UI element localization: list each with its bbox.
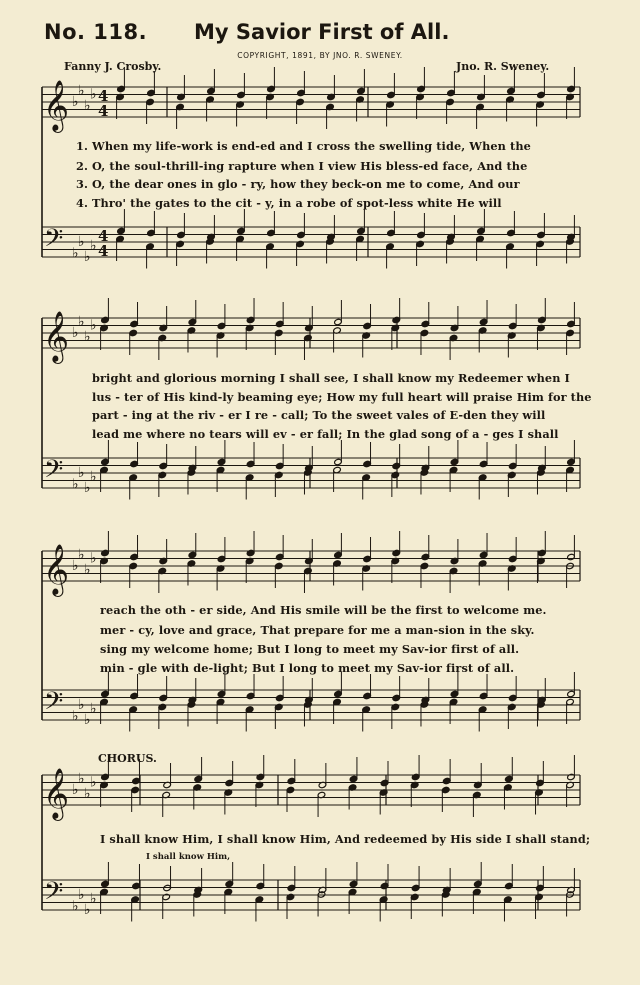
- flat-icon: ♭: [90, 468, 97, 485]
- verse-3-line-3: sing my welcome home; But I long to meet my Sav-ior first of all.: [100, 642, 520, 656]
- copyright-notice: COPYRIGHT, 1891, BY JNO. R. SWENEY.: [237, 51, 403, 60]
- treble-clef-icon: 𝄞: [43, 80, 70, 131]
- flat-icon: ♭: [84, 328, 91, 345]
- hymn-title: My Savior First of All.: [194, 20, 450, 44]
- treble-clef-icon: 𝄞: [43, 768, 70, 819]
- verse-3-line-2: part - ing at the riv - er I re - call; To the sweet vales of E-den they will: [92, 408, 546, 422]
- time-signature: 4: [98, 242, 109, 260]
- verse-4-line-2: lead me where no tears will ev - er fall; In the glad song of a - ges I shall: [92, 427, 559, 441]
- chorus-label: CHORUS.: [98, 752, 157, 765]
- flat-icon: ♭: [84, 561, 91, 578]
- flat-icon: ♭: [84, 480, 91, 496]
- flat-icon: ♭: [72, 782, 79, 798]
- flat-icon: ♭: [78, 82, 85, 99]
- time-signature: 4: [98, 102, 109, 120]
- flat-icon: ♭: [78, 887, 85, 903]
- bass-clef-icon: 𝄢: [44, 224, 64, 259]
- flat-icon: ♭: [72, 476, 79, 493]
- flat-icon: ♭: [78, 234, 85, 250]
- verse-2-line-3: mer - cy, love and grace, That prepare for me a man-sion in the sky.: [100, 623, 535, 637]
- flat-icon: ♭: [84, 249, 91, 265]
- composer-credit: Jno. R. Sweney.: [456, 60, 550, 73]
- flat-icon: ♭: [78, 546, 85, 563]
- flat-icon: ♭: [78, 770, 85, 787]
- verse-4-line-3: min - gle with de-light; But I long to meet my Sav-ior first of all.: [100, 661, 515, 675]
- flat-icon: ♭: [90, 700, 97, 717]
- flat-icon: ♭: [84, 785, 91, 802]
- time-signature: 4: [98, 87, 109, 105]
- verse-2-line-2: lus - ter of His kind-ly beaming eye; How my full heart will praise Him for the: [92, 390, 592, 404]
- verse-1-line-3: reach the oth - er side, And His smile will be the first to welcome me.: [100, 603, 547, 617]
- flat-icon: ♭: [84, 902, 91, 918]
- treble-clef-icon: 𝄞: [43, 544, 70, 595]
- flat-icon: ♭: [90, 774, 97, 791]
- flat-icon: ♭: [78, 465, 85, 481]
- flat-icon: ♭: [72, 94, 79, 110]
- flat-icon: ♭: [72, 558, 79, 574]
- flat-icon: ♭: [90, 237, 97, 254]
- flat-icon: ♭: [90, 317, 97, 334]
- flat-icon: ♭: [72, 325, 79, 341]
- author-credit: Fanny J. Crosby.: [64, 60, 162, 73]
- flat-icon: ♭: [72, 708, 79, 725]
- chorus-echo: I shall know Him,: [146, 852, 231, 862]
- verse-3-line-1: 3. O, the dear ones in glo - ry, how they beck-on me to come, And our: [76, 177, 520, 191]
- bass-clef-icon: 𝄢: [44, 687, 64, 722]
- flat-icon: ♭: [72, 898, 79, 915]
- hymn-number: No. 118.: [44, 20, 148, 44]
- flat-icon: ♭: [90, 86, 97, 103]
- flat-icon: ♭: [84, 97, 91, 114]
- time-signature: 4: [98, 227, 109, 245]
- bass-clef-icon: 𝄢: [44, 877, 64, 912]
- treble-clef-icon: 𝄞: [43, 311, 70, 362]
- flat-icon: ♭: [78, 697, 85, 713]
- flat-icon: ♭: [84, 712, 91, 728]
- verse-4-line-1: 4. Thro' the gates to the cit - y, in a robe of spot-less white He will: [76, 196, 502, 210]
- verse-2-line-1: 2. O, the soul-thrill-ing rapture when I view His bless-ed face, And the: [76, 159, 528, 173]
- flat-icon: ♭: [90, 890, 97, 907]
- verse-1-line-1: 1. When my life-work is end-ed and I cross the swelling tide, When the: [76, 139, 531, 153]
- flat-icon: ♭: [72, 245, 79, 262]
- flat-icon: ♭: [78, 313, 85, 330]
- verse-1-line-2: bright and glorious morning I shall see, I shall know my Redeemer when I: [92, 371, 570, 385]
- flat-icon: ♭: [90, 550, 97, 567]
- chorus-line: I shall know Him, I shall know Him, And redeemed by His side I shall stand;: [100, 832, 591, 846]
- bass-clef-icon: 𝄢: [44, 455, 64, 490]
